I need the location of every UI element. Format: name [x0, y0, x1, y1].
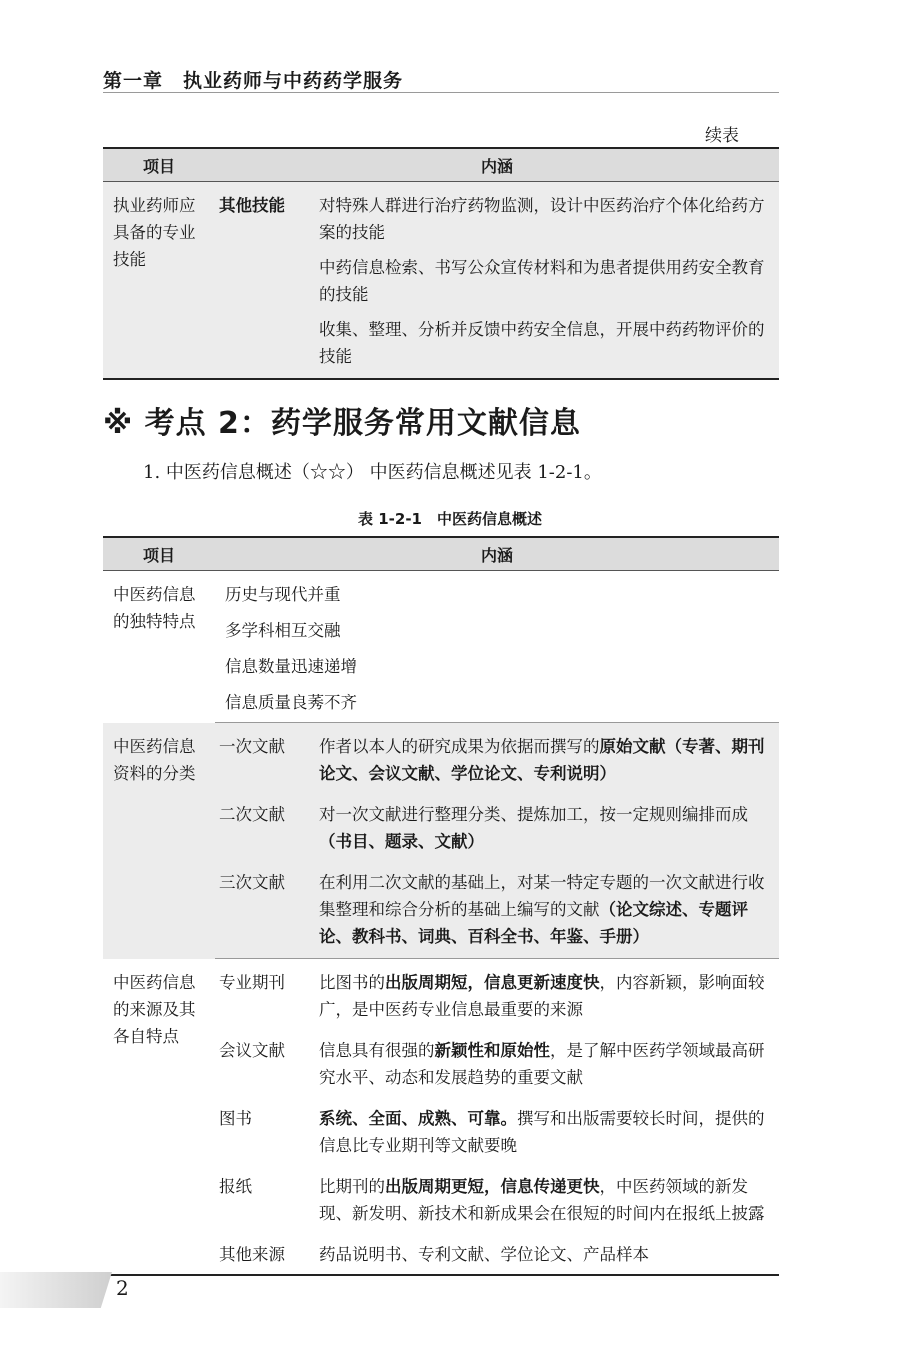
- subcategory-cell: 会议文献: [219, 1041, 285, 1060]
- continued-label: 续表: [705, 126, 739, 146]
- category-cell: 中医药信息的来源及其各自特点: [113, 972, 196, 1046]
- category-cell: 执业药师应具备的专业技能: [103, 182, 215, 380]
- header-rule: [103, 92, 779, 93]
- subcategory-cell: 图书: [219, 1109, 252, 1128]
- footer-decoration: [0, 1272, 112, 1308]
- table-header-row: [103, 537, 779, 571]
- skills-table: [103, 147, 779, 380]
- subcategory-cell: 专业期刊: [219, 973, 285, 992]
- content-cell: 信息质量良莠不齐: [215, 684, 779, 723]
- table-row: [103, 182, 779, 251]
- content-cell: 在利用二次文献的基础上，对某一特定专题的一次文献进行收集整理和综合分析的基础上编写的文献（论文综述、专题评论、教科书、词典、百科全书、年鉴、手册）: [315, 859, 779, 959]
- category-cell: 中医药信息资料的分类: [103, 723, 215, 959]
- subcategory-cell: 二次文献: [215, 791, 315, 859]
- content-cell: 信息具有很强的新颖性和原始性，是了解中医药学领域最高研究水平、动态和发展趋势的重要文献: [319, 1041, 765, 1087]
- content-cell: 历史与现代并重: [225, 585, 341, 604]
- chapter-title: 第一章 执业药师与中药药学服务: [103, 70, 404, 92]
- content-cell: 作者以本人的研究成果为依据而撰写的原始文献（专著、期刊论文、会议文献、学位论文、专利说明）: [315, 723, 779, 792]
- subcategory-cell: 报纸: [219, 1177, 252, 1196]
- subcategory-cell: 一次文献: [215, 723, 315, 792]
- header-item: 项目: [103, 148, 215, 182]
- content-cell: 比图书的出版周期短，信息更新速度快，内容新颖，影响面较广，是中医药专业信息最重要的来源: [319, 973, 765, 1019]
- header-content: 内涵: [215, 537, 779, 571]
- content-cell: 药品说明书、专利文献、学位论文、产品样本: [319, 1245, 649, 1264]
- table-row: [103, 571, 779, 613]
- table-header-row: [103, 148, 779, 182]
- content-cell: 系统、全面、成熟、可靠。撰写和出版需要较长时间，提供的信息比专业期刊等文献要晚: [319, 1109, 765, 1155]
- table-row: [103, 723, 779, 792]
- tcm-info-table: [103, 536, 779, 1276]
- subcategory-cell: 三次文献: [215, 859, 315, 959]
- content-cell: 对一次文献进行整理分类、提炼加工，按一定规则编排而成（书目、题录、文献）: [315, 791, 779, 859]
- header-content: 内涵: [215, 148, 779, 182]
- content-cell: 收集、整理、分析并反馈中药安全信息，开展中药药物评价的技能: [315, 312, 779, 379]
- section-title: ※ 考点 2：药学服务常用文献信息: [103, 406, 581, 441]
- intro-paragraph: 1. 中医药信息概述（☆☆） 中医药信息概述见表 1-2-1。: [143, 462, 602, 483]
- category-cell: 中医药信息的独特特点: [113, 585, 196, 631]
- table-row: [103, 959, 779, 1028]
- content-cell: 对特殊人群进行治疗药物监测，设计中医药治疗个体化给药方案的技能: [315, 182, 779, 251]
- content-cell: 信息数量迅速递增: [225, 657, 357, 676]
- subcategory-cell: 其他技能: [215, 182, 315, 380]
- page-number: 2: [116, 1276, 129, 1300]
- header-item: 项目: [103, 537, 215, 571]
- content-cell: 中药信息检索、书写公众宣传材料和为患者提供用药安全教育的技能: [315, 250, 779, 312]
- table-caption: 表 1-2-1 中医药信息概述: [358, 510, 542, 528]
- subcategory-cell: 其他来源: [219, 1245, 285, 1264]
- content-cell: 比期刊的出版周期更短，信息传递更快，中医药领域的新发现、新发明、新技术和新成果会在很短的时间内在报纸上披露: [319, 1177, 765, 1223]
- content-cell: 多学科相互交融: [225, 621, 341, 640]
